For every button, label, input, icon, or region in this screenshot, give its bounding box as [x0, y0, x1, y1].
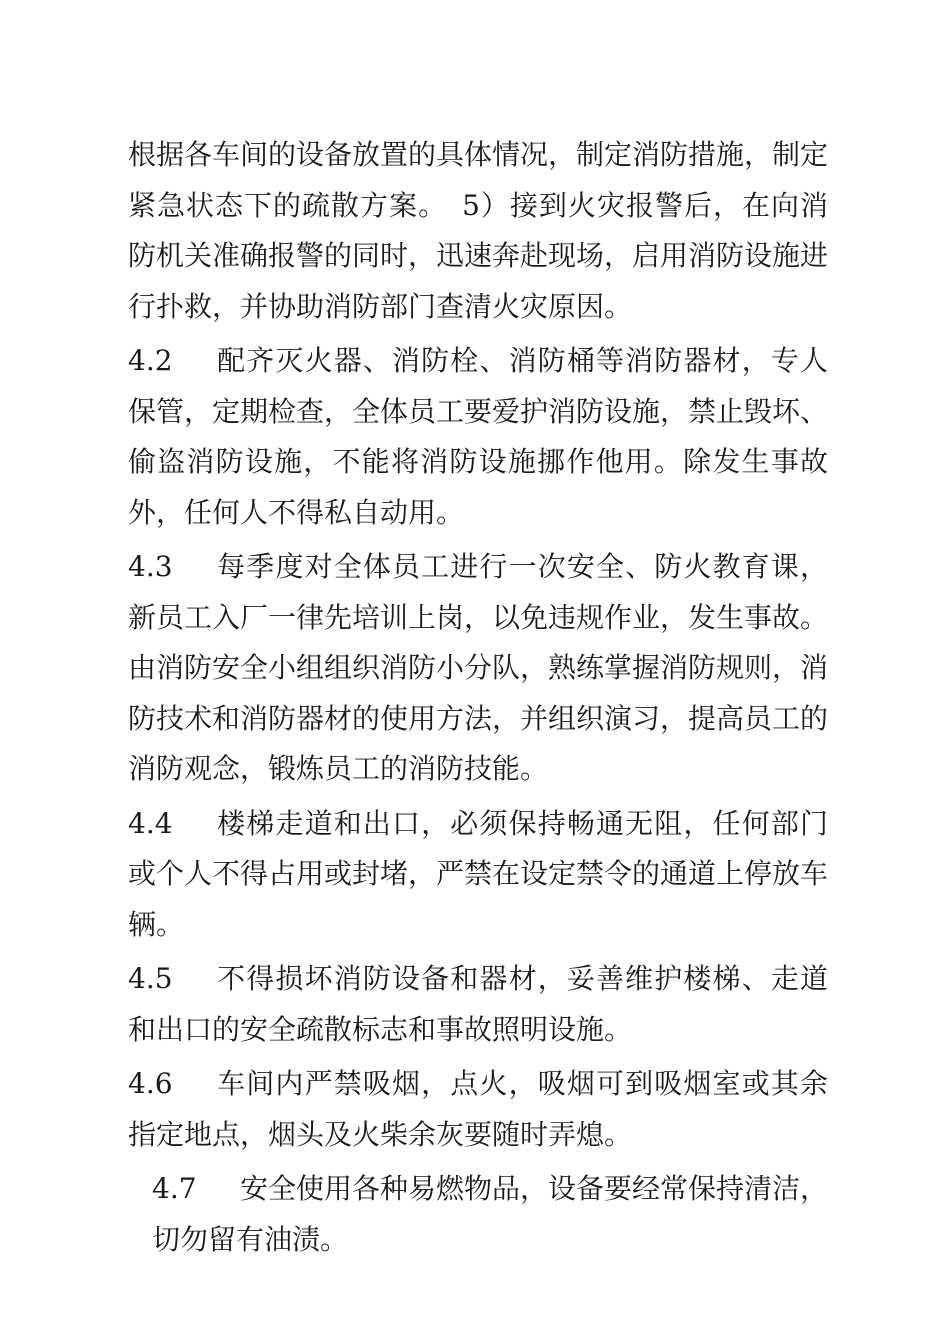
clause-text: 不得损坏消防设备和器材，妥善维护楼梯、走道和出口的安全疏散标志和事故照明设施。	[128, 962, 828, 1046]
clause-number: 4.3	[128, 550, 173, 583]
intro-paragraph: 根据各车间的设备放置的具体情况，制定消防措施，制定紧急状态下的疏散方案。 5）接到火灾报警后，在向消防机关准确报警的同时，迅速奔赴现场，启用消防设施进行扑救，并协助消防部门查清火灾原因。	[128, 138, 829, 323]
document-body	[128, 130, 828, 1265]
clause-text: 安全使用各种易燃物品，设备要经常保持清洁，切勿留有油渍。	[152, 1172, 829, 1256]
clause-number: 4.4	[128, 806, 173, 840]
clause-4-4	[128, 799, 828, 951]
clause-4-3	[128, 542, 828, 795]
clause-number: 4.2	[128, 344, 173, 377]
clause-text: 每季度对全体员工进行一次安全、防火教育课，新员工入厂一律先培训上岗，以免违规作业，发生事故。由消防安全小组组织消防小分队，熟练掌握消防规则，消防技术和消防器材的使用方法，并组织演习，提高员工的消防观念，锻炼员工的消防技能。	[128, 550, 829, 785]
clause-4-7	[128, 1164, 828, 1265]
clause-4-2	[128, 336, 828, 538]
clause-text: 配齐灭火器、消防栓、消防桶等消防器材，专人保管，定期检查，全体员工要爱护消防设施，禁止毁坏、偷盗消防设施，不能将消防设施挪作他用。除发生事故外，任何人不得私自动用。	[128, 344, 829, 529]
clause-text: 车间内严禁吸烟，点火，吸烟可到吸烟室或其余指定地点，烟头及火柴余灰要随时弄熄。	[128, 1067, 828, 1151]
clause-4-5	[128, 954, 828, 1055]
clause-number: 4.5	[128, 962, 173, 995]
clause-number: 4.7	[152, 1172, 197, 1205]
clause-4-6	[128, 1059, 828, 1160]
clause-number: 4.6	[128, 1067, 173, 1100]
clause-text: 楼梯走道和出口，必须保持畅通无阻，任何部门或个人不得占用或封堵，严禁在设定禁令的通道上停放车辆。	[128, 806, 829, 941]
